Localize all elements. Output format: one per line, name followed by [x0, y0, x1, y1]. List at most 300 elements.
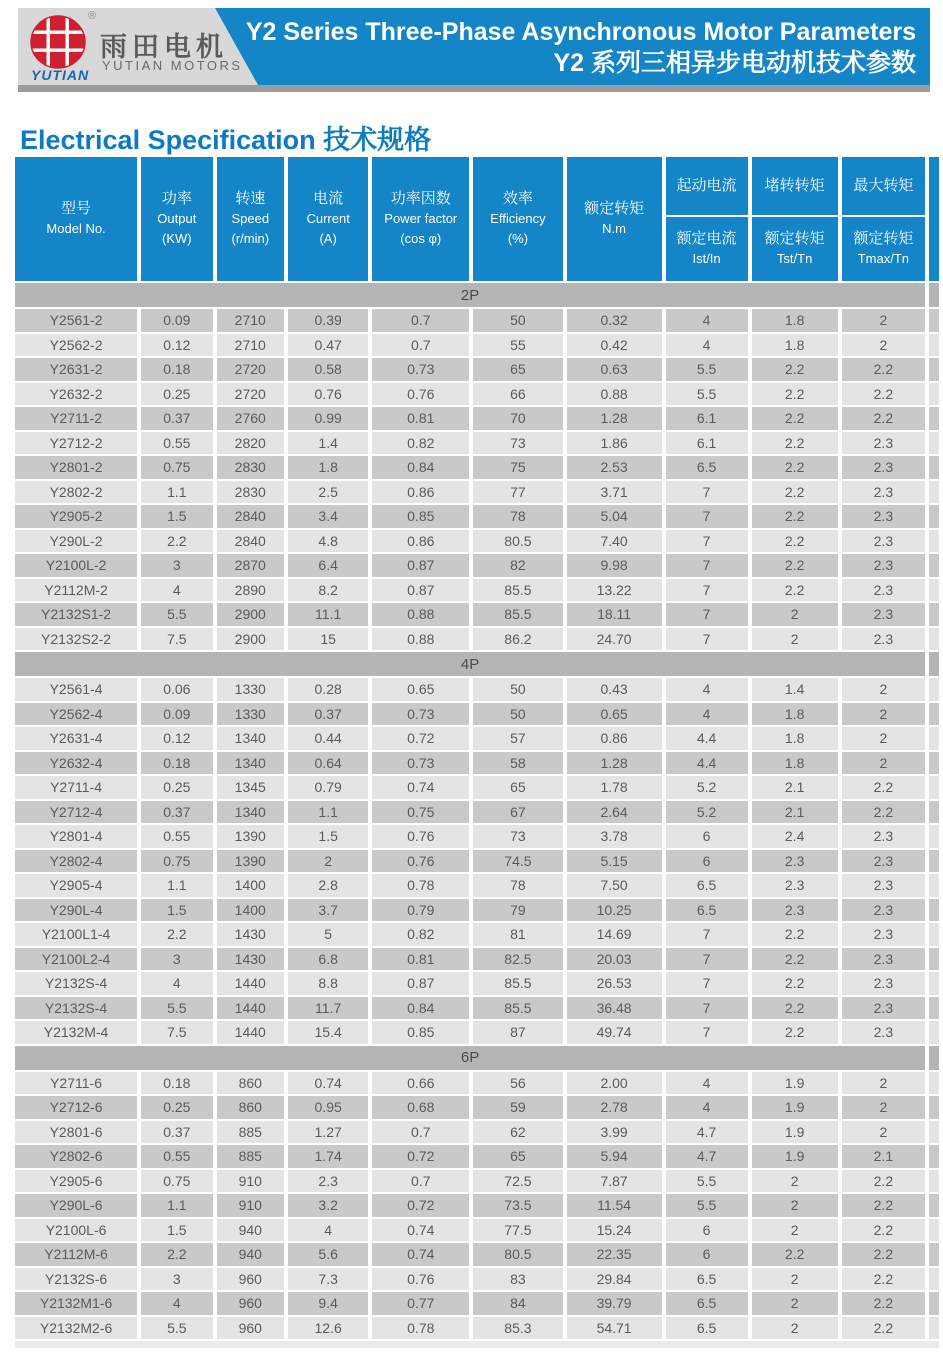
- table-cell: 0.85: [372, 1021, 469, 1044]
- table-cell: 1.78: [567, 776, 662, 799]
- table-cell: 6.5: [666, 1317, 748, 1340]
- table-cell: 1.8: [752, 334, 838, 357]
- table-cell: 1.4: [288, 432, 368, 455]
- table-cell: 2900: [217, 603, 284, 626]
- table-cell: 0.84: [372, 997, 469, 1020]
- table-cell: 2.64: [567, 801, 662, 824]
- table-cell: 6: [666, 1219, 748, 1242]
- table-row: [15, 456, 939, 479]
- table-cell: 0.74: [372, 1219, 469, 1242]
- table-cell: 0.88: [567, 383, 662, 406]
- table-cell: 7: [666, 628, 748, 651]
- table-cell: 1.5: [141, 1219, 212, 1242]
- column-header: 功率因数 Power factor (cos φ): [372, 157, 469, 281]
- table-cell: 2.2: [842, 1317, 925, 1340]
- edge-sliver: [929, 1170, 939, 1193]
- registered-mark: ®: [88, 10, 97, 22]
- section-band-row: [15, 283, 939, 307]
- table-cell: 1345: [217, 776, 284, 799]
- table-cell: Y2801-6: [15, 1121, 137, 1144]
- table-cell: 0.12: [141, 727, 212, 750]
- table-row: [15, 1317, 939, 1340]
- table-cell: 4: [666, 309, 748, 332]
- table-row: [15, 628, 939, 651]
- edge-sliver: [929, 923, 939, 946]
- table-cell: 7: [666, 972, 748, 995]
- table-cell: 1.8: [752, 309, 838, 332]
- edge-sliver: [929, 157, 939, 281]
- table-cell: Y2100L-2: [15, 554, 137, 577]
- header-underline-bar: [18, 85, 930, 92]
- table-cell: 1440: [217, 997, 284, 1020]
- table-cell: 2: [752, 1292, 838, 1315]
- table-cell: 4.8: [288, 530, 368, 553]
- table-cell: 0.37: [141, 407, 212, 430]
- table-cell: 0.7: [372, 1170, 469, 1193]
- table-cell: 2.2: [752, 358, 838, 381]
- table-cell: 2.1: [752, 801, 838, 824]
- table-cell: Y2801-4: [15, 825, 137, 848]
- table-cell: 2.2: [842, 776, 925, 799]
- table-cell: 3: [141, 1268, 212, 1291]
- table-cell: 0.76: [372, 383, 469, 406]
- table-cell: 7: [666, 1021, 748, 1044]
- table-row: [15, 776, 939, 799]
- table-cell: 6.1: [666, 407, 748, 430]
- edge-sliver: [929, 554, 939, 577]
- table-cell: Y290L-2: [15, 530, 137, 553]
- table-cell: 15.4: [288, 1021, 368, 1044]
- table-cell: 0.75: [372, 801, 469, 824]
- table-cell: Y2132S-4: [15, 997, 137, 1020]
- table-cell: 0.76: [372, 825, 469, 848]
- table-cell: 2.2: [752, 1021, 838, 1044]
- table-cell: 77: [473, 481, 562, 504]
- table-row: [15, 972, 939, 995]
- table-cell: 4.7: [666, 1145, 748, 1168]
- table-cell: 7.50: [567, 874, 662, 897]
- table-cell: 2.2: [842, 1292, 925, 1315]
- table-cell: 0.73: [372, 752, 469, 775]
- table-cell: 5.5: [141, 1317, 212, 1340]
- table-cell: 2.2: [752, 1243, 838, 1266]
- table-cell: 15.24: [567, 1219, 662, 1242]
- table-cell: Y2112M-6: [15, 1243, 137, 1266]
- table-cell: 2: [842, 703, 925, 726]
- table-cell: 2: [752, 1194, 838, 1217]
- table-cell: 4: [666, 703, 748, 726]
- section-band: 4P: [15, 652, 925, 676]
- edge-sliver: [929, 776, 939, 799]
- table-cell: Y2631-4: [15, 727, 137, 750]
- table-cell: 0.99: [288, 407, 368, 430]
- table-cell: 1.5: [288, 825, 368, 848]
- table-cell: 2.3: [842, 554, 925, 577]
- table-cell: 0.37: [141, 801, 212, 824]
- table-cell: 55: [473, 334, 562, 357]
- table-cell: 1400: [217, 874, 284, 897]
- table-cell: 79: [473, 899, 562, 922]
- table-cell: 3.71: [567, 481, 662, 504]
- table-row: [15, 727, 939, 750]
- table-cell: 5.2: [666, 776, 748, 799]
- edge-sliver: [929, 801, 939, 824]
- section-band-row: [15, 652, 939, 676]
- table-cell: 1.27: [288, 1121, 368, 1144]
- table-cell: 83: [473, 1268, 562, 1291]
- edge-sliver: [929, 727, 939, 750]
- table-cell: 11.54: [567, 1194, 662, 1217]
- table-cell: 54.71: [567, 1317, 662, 1340]
- table-cell: 2.78: [567, 1096, 662, 1119]
- table-row: [15, 923, 939, 946]
- table-cell: 2.2: [141, 530, 212, 553]
- table-cell: 2.3: [842, 1021, 925, 1044]
- table-cell: 2.2: [141, 923, 212, 946]
- table-cell: 2720: [217, 383, 284, 406]
- table-cell: 6.5: [666, 899, 748, 922]
- column-header: 电流 Current (A): [288, 157, 368, 281]
- table-cell: 2.3: [842, 972, 925, 995]
- table-cell: 960: [217, 1268, 284, 1291]
- page-title: Electrical Specification 技术规格: [20, 125, 432, 155]
- table-cell: 1.5: [141, 505, 212, 528]
- table-row: [15, 1121, 939, 1144]
- table-cell: 73: [473, 432, 562, 455]
- table-cell: 80.5: [473, 1243, 562, 1266]
- table-cell: 11.7: [288, 997, 368, 1020]
- table-cell: Y2711-6: [15, 1072, 137, 1095]
- table-cell: 5.5: [666, 1194, 748, 1217]
- edge-sliver: [929, 1121, 939, 1144]
- table-cell: 2.3: [842, 825, 925, 848]
- table-cell: 910: [217, 1194, 284, 1217]
- table-row: [15, 358, 939, 381]
- table-cell: Y2132S2-2: [15, 628, 137, 651]
- table-cell: 6.4: [288, 554, 368, 577]
- table-cell: 8.8: [288, 972, 368, 995]
- table-cell: 29.84: [567, 1268, 662, 1291]
- table-cell: Y2711-2: [15, 407, 137, 430]
- table-cell: 0.88: [372, 603, 469, 626]
- table-cell: 59: [473, 1096, 562, 1119]
- table-cell: 2.2: [752, 481, 838, 504]
- table-cell: Y2631-2: [15, 358, 137, 381]
- table-cell: 2.2: [752, 554, 838, 577]
- document-title-cn: Y2 系列三相异步电动机技术参数: [553, 48, 916, 77]
- edge-sliver: [929, 948, 939, 971]
- table-cell: 0.65: [372, 678, 469, 701]
- table-cell: Y2802-2: [15, 481, 137, 504]
- table-cell: 0.72: [372, 1194, 469, 1217]
- table-cell: 0.7: [372, 334, 469, 357]
- table-cell: 4.4: [666, 752, 748, 775]
- table-cell: 2.2: [752, 530, 838, 553]
- table-cell: 75: [473, 456, 562, 479]
- table-row: [15, 1072, 939, 1095]
- table-cell: 6: [666, 825, 748, 848]
- table-row: [15, 899, 939, 922]
- edge-sliver: [929, 1072, 939, 1095]
- table-cell: 1.1: [141, 1194, 212, 1217]
- table-row: [15, 1021, 939, 1044]
- table-cell: 0.55: [141, 1145, 212, 1168]
- edge-sliver: [929, 1268, 939, 1291]
- table-cell: Y290L-4: [15, 899, 137, 922]
- edge-sliver: [929, 1219, 939, 1242]
- table-cell: 7: [666, 554, 748, 577]
- table-cell: 3: [141, 948, 212, 971]
- table-cell: Y2561-2: [15, 309, 137, 332]
- table-cell: 1.8: [752, 752, 838, 775]
- table-row: [15, 1170, 939, 1193]
- table-cell: 24.70: [567, 628, 662, 651]
- table-cell: 0.37: [288, 703, 368, 726]
- table-cell: 5.5: [666, 1170, 748, 1193]
- table-cell: 7: [666, 948, 748, 971]
- table-row: [15, 309, 939, 332]
- table-cell: 2.3: [842, 628, 925, 651]
- table-cell: 6.5: [666, 456, 748, 479]
- table-row: [15, 1243, 939, 1266]
- edge-sliver: [929, 1021, 939, 1044]
- table-cell: 7: [666, 923, 748, 946]
- table-cell: 4: [141, 1292, 212, 1315]
- table-row: [15, 505, 939, 528]
- edge-sliver: [929, 1194, 939, 1217]
- table-row: [15, 1292, 939, 1315]
- table-cell: 50: [473, 309, 562, 332]
- table-cell: Y2132M1-6: [15, 1292, 137, 1315]
- table-cell: 0.84: [372, 456, 469, 479]
- table-cell: Y2562-4: [15, 703, 137, 726]
- table-cell: 2: [752, 1268, 838, 1291]
- table-cell: 2.3: [752, 899, 838, 922]
- table-cell: 1.9: [752, 1072, 838, 1095]
- table-cell: 7: [666, 530, 748, 553]
- edge-sliver: [929, 1317, 939, 1340]
- table-cell: 6: [666, 1243, 748, 1266]
- edge-sliver: [929, 1096, 939, 1119]
- table-cell: 2.2: [752, 997, 838, 1020]
- table-cell: 1340: [217, 752, 284, 775]
- column-header: 转速 Speed (r/min): [217, 157, 284, 281]
- table-cell: 1.8: [752, 727, 838, 750]
- table-row: [15, 1194, 939, 1217]
- table-cell: 2: [842, 309, 925, 332]
- table-cell: 49.74: [567, 1021, 662, 1044]
- table-cell: 87: [473, 1021, 562, 1044]
- table-header-row: [15, 157, 939, 215]
- table-cell: 0.86: [567, 727, 662, 750]
- table-row: [15, 801, 939, 824]
- table-cell: 2.3: [288, 1170, 368, 1193]
- table-cell: 80.5: [473, 530, 562, 553]
- table-cell: 4: [666, 1072, 748, 1095]
- table-cell: 2.3: [842, 505, 925, 528]
- table-row: [15, 678, 939, 701]
- table-cell: 2830: [217, 481, 284, 504]
- table-cell: 2.2: [752, 923, 838, 946]
- table-cell: 0.86: [372, 530, 469, 553]
- section-band: 2P: [15, 283, 925, 307]
- table-row: [15, 481, 939, 504]
- column-header: 起动电流: [666, 157, 748, 215]
- table-cell: 7: [666, 579, 748, 602]
- edge-sliver: [929, 383, 939, 406]
- table-cell: Y2802-6: [15, 1145, 137, 1168]
- brand-logo: [18, 8, 258, 85]
- table-cell: 885: [217, 1145, 284, 1168]
- table-cell: 5.5: [141, 997, 212, 1020]
- table-cell: 2.2: [752, 407, 838, 430]
- table-cell: 0.73: [372, 358, 469, 381]
- table-cell: 67: [473, 801, 562, 824]
- table-cell: 940: [217, 1219, 284, 1242]
- table-cell: 1.4: [752, 678, 838, 701]
- table-cell: 7: [666, 481, 748, 504]
- table-cell: 6.8: [288, 948, 368, 971]
- column-header: 额定转矩 Tst/Tn: [752, 217, 838, 281]
- edge-sliver: [929, 530, 939, 553]
- table-cell: 7.40: [567, 530, 662, 553]
- column-header: 额定电流 Ist/In: [666, 217, 748, 281]
- table-cell: 5.5: [666, 383, 748, 406]
- brand-wordmark: YUTIAN: [31, 67, 90, 83]
- table-cell: 1400: [217, 899, 284, 922]
- table-cell: 0.75: [141, 1170, 212, 1193]
- table-cell: 5.5: [666, 358, 748, 381]
- column-header: 效率 Efficiency (%): [473, 157, 562, 281]
- edge-sliver: [929, 678, 939, 701]
- edge-sliver: [929, 505, 939, 528]
- table-cell: 6.5: [666, 1292, 748, 1315]
- table-cell: 4: [666, 1096, 748, 1119]
- table-cell: 1.8: [288, 456, 368, 479]
- table-cell: Y290L-6: [15, 1194, 137, 1217]
- table-row: [15, 554, 939, 577]
- table-cell: 2.2: [842, 1170, 925, 1193]
- table-cell: 0.12: [141, 334, 212, 357]
- table-row: [15, 603, 939, 626]
- table-cell: 2: [752, 628, 838, 651]
- table-cell: 1.1: [141, 874, 212, 897]
- table-cell: Y2802-4: [15, 850, 137, 873]
- table-row: [15, 997, 939, 1020]
- edge-sliver: [929, 899, 939, 922]
- table-cell: Y2905-2: [15, 505, 137, 528]
- table-cell: 2: [842, 727, 925, 750]
- table-cell: 5.94: [567, 1145, 662, 1168]
- table-row: [15, 334, 939, 357]
- table-cell: 1.5: [141, 899, 212, 922]
- table-cell: 22.35: [567, 1243, 662, 1266]
- table-cell: 8.2: [288, 579, 368, 602]
- table-cell: 50: [473, 703, 562, 726]
- table-cell: 3.99: [567, 1121, 662, 1144]
- table-cell: 66: [473, 383, 562, 406]
- table-cell: 2: [842, 334, 925, 357]
- table-cell: 2.3: [842, 603, 925, 626]
- table-cell: 2.3: [842, 923, 925, 946]
- table-cell: 4: [666, 334, 748, 357]
- table-cell: 910: [217, 1170, 284, 1193]
- table-cell: 0.66: [372, 1072, 469, 1095]
- table-cell: 0.77: [372, 1292, 469, 1315]
- edge-sliver: [929, 825, 939, 848]
- table-cell: Y2712-6: [15, 1096, 137, 1119]
- table-cell: 5.5: [141, 603, 212, 626]
- column-header: 额定转矩 Tmax/Tn: [842, 217, 925, 281]
- table-cell: 2: [752, 1170, 838, 1193]
- table-cell: 1.86: [567, 432, 662, 455]
- table-cell: 2.2: [842, 407, 925, 430]
- table-cell: 9.4: [288, 1292, 368, 1315]
- table-cell: 36.48: [567, 997, 662, 1020]
- table-cell: 3.2: [288, 1194, 368, 1217]
- table-cell: 2.2: [752, 456, 838, 479]
- table-cell: 1.8: [752, 703, 838, 726]
- table-cell: 7.5: [141, 628, 212, 651]
- table-cell: 0.32: [567, 309, 662, 332]
- table-cell: 2900: [217, 628, 284, 651]
- table-cell: Y2132S1-2: [15, 603, 137, 626]
- table-cell: 2.2: [842, 1219, 925, 1242]
- edge-sliver: [929, 603, 939, 626]
- table-cell: 2.1: [752, 776, 838, 799]
- table-cell: Y2100L2-4: [15, 948, 137, 971]
- column-header: 功率 Output (KW): [141, 157, 212, 281]
- table-cell: 7.5: [141, 1021, 212, 1044]
- table-row: [15, 703, 939, 726]
- table-cell: 2870: [217, 554, 284, 577]
- table-cell: 1340: [217, 727, 284, 750]
- table-cell: 85.3: [473, 1317, 562, 1340]
- table-cell: 1330: [217, 703, 284, 726]
- table-cell: 78: [473, 505, 562, 528]
- table-cell: 0.86: [372, 481, 469, 504]
- table-cell: 0.87: [372, 579, 469, 602]
- table-cell: 0.18: [141, 752, 212, 775]
- document-title-en: Y2 Series Three-Phase Asynchronous Motor Parameters: [245, 18, 916, 46]
- table-cell: 0.75: [141, 456, 212, 479]
- table-cell: 2.3: [752, 850, 838, 873]
- table-cell: 2.3: [842, 530, 925, 553]
- edge-sliver: [929, 850, 939, 873]
- table-cell: 0.75: [141, 850, 212, 873]
- spec-table: [11, 155, 943, 1350]
- table-cell: 7: [666, 505, 748, 528]
- table-cell: 6.1: [666, 432, 748, 455]
- column-header: 型号 Model No.: [15, 157, 137, 281]
- edge-sliver: [929, 407, 939, 430]
- table-cell: 2890: [217, 579, 284, 602]
- table-cell: 0.25: [141, 383, 212, 406]
- table-cell: 2.2: [842, 1194, 925, 1217]
- table-cell: 2: [842, 1121, 925, 1144]
- table-cell: 57: [473, 727, 562, 750]
- table-cell: 2.3: [752, 874, 838, 897]
- table-row: [15, 1145, 939, 1168]
- table-cell: 65: [473, 776, 562, 799]
- table-cell: 0.68: [372, 1096, 469, 1119]
- table-cell: 1440: [217, 1021, 284, 1044]
- table-cell: 3: [141, 554, 212, 577]
- table-cell: 0.74: [372, 1243, 469, 1266]
- table-cell: 0.09: [141, 703, 212, 726]
- table-cell: 2: [752, 603, 838, 626]
- table-cell: 65: [473, 1145, 562, 1168]
